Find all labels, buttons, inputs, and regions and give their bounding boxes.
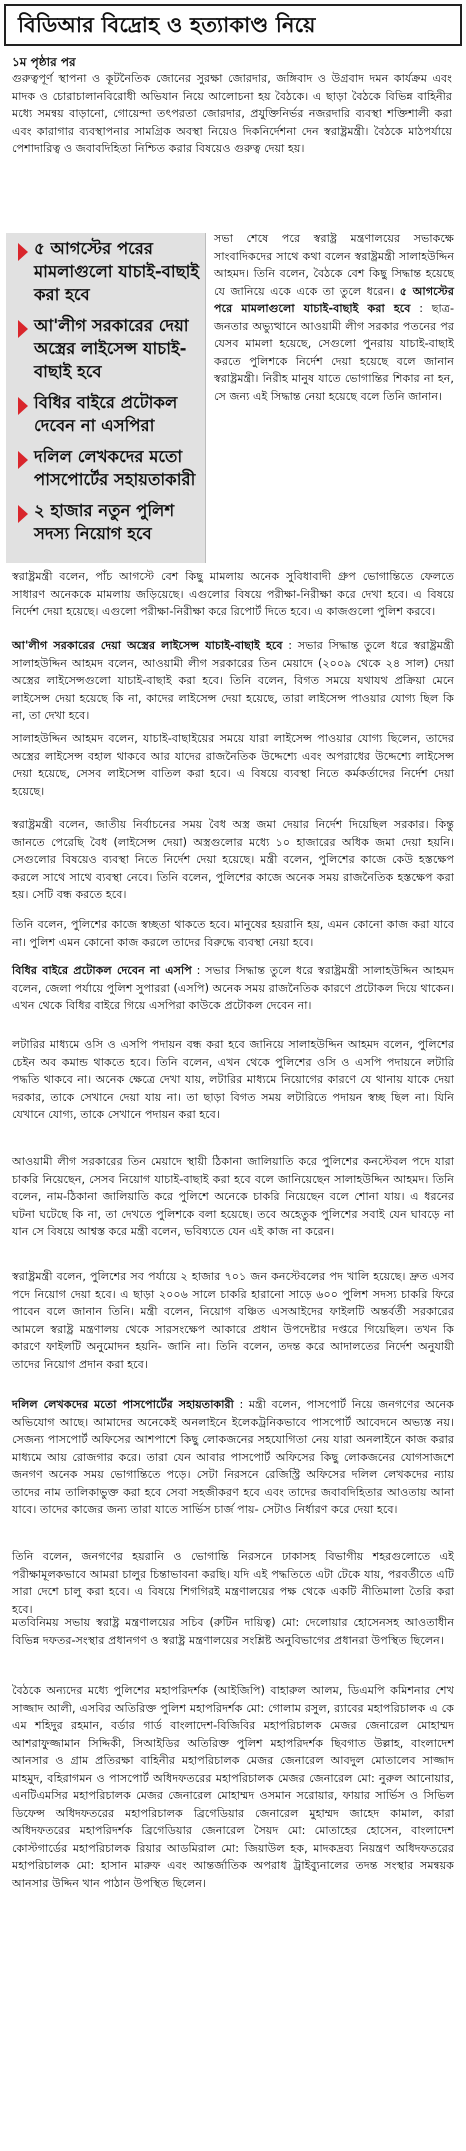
section-2-title: আ'লীগ সরকারের দেয়া অস্ত্রের লাইসেন্স যাচাই-বাছাই হবে	[12, 639, 283, 652]
red-arrow-icon	[18, 397, 28, 415]
section-3	[12, 962, 454, 1015]
section-3-paragraph: স্বরাষ্ট্রমন্ত্রী বলেন, পুলিশের সব পর্যায়ে ২ হাজার ৭০১ জন কনস্টেবলের পদ খালি হয়েছে। দ্রুত এসব পদে নিয়োগ দেয়া হবে। এ ছাড়া ২০০৬ সালে চাকরি হারানো সাড়ে ৬০০ পুলিশ সদস্য চাকরি ফিরে পাবেন বলে জানান তিনি। মন্ত্রী বলেন, নিয়োগ বঞ্চিত এসআইদের ফাইলটি অন্তর্বর্তী সরকারের আমলে স্বরাষ্ট্র মন্ত্রণালয় থেকে সারসংক্ষেপ আকারে প্রধান উপদেষ্টার দপ্তরে গিয়েছিল। তখন কি কারণে ফাইলটি অনুমোদন হয়নি- জানি না। তিনি বলেন, তদন্ত করে আদালতের নির্দেশ অনুযায়ী তাদের নিয়োগ প্রদান করা হবে।	[12, 1270, 454, 1371]
headline: বিডিআর বিদ্রোহ ও হত্যাকাণ্ড নিয়ে	[18, 12, 316, 37]
red-arrow-icon	[18, 243, 28, 261]
section-4	[12, 1396, 454, 1519]
red-arrow-icon	[18, 451, 28, 469]
section-1-title: ৫ আগস্টের পরে মামলাগুলো যাচাই-বাছাই করা হবে	[214, 284, 454, 315]
section-2-paragraph: সালাহউদ্দিন আহমদ বলেন, যাচাই-বাছাইয়ের সময়ে যারা লাইসেন্স পাওয়ার যোগ্য ছিলেন, তাদের অস্ত্রের লাইসেন্স বহাল থাকবে আর যাদের রাজনৈতিক উদ্দেশ্যে এবং অপরাধের উদ্দেশ্যে লাইসেন্স দেয়া হয়েছে, সেসব লাইসেন্স বাতিল করা হবে। এ বিষয়ে ব্যবস্থা নিতে কর্মকর্তাদের নির্দেশ দেয়া হয়েছে।	[12, 732, 454, 798]
section-3-title: বিধির বাইরে প্রটোকল দেবেন না এসপি	[12, 964, 192, 977]
section-2-paragraph: স্বরাষ্ট্রমন্ত্রী বলেন, জাতীয় নির্বাচনের সময় বৈধ অস্ত্র জমা দেয়ার নির্দেশ দিয়েছিল সরকার। কিন্তু জানতে পেরেছি বৈধ (লাইসেন্স দেয়া) অস্ত্রগুলোর মধ্যে ১০ হাজারের অধিক জমা দেয়া হয়নি। সেগুলোর বিষয়েও ব্যবস্থা নিতে নির্দেশ দেয়া হয়েছে। মন্ত্রী বলেন, পুলিশের কাজে কেউ হস্তক্ষেপ করলে সাথে সাথে ব্যবস্থা নেবে। তিনি বলেন, পুলিশের কাজে অনেক সময় রাজনৈতিক হস্তক্ষেপ করা হয়। সেটি বন্ধ করতে হবে।	[12, 818, 454, 901]
section-4-paragraph: মতবিনিময় সভায় স্বরাষ্ট্র মন্ত্রণালয়ের সচিব (রুটিন দায়িত্ব) মো: দেলোয়ার হোসেনসহ আওতাধীন বিভিন্ন দফতর-সংস্থার প্রধানগণ ও স্বরাষ্ট্র মন্ত্রণালয়ের সংশ্লিষ্ট অনুবিভাগের প্রধানরা উপস্থিত ছিলেন।	[12, 1616, 454, 1647]
section-3-paragraph: লটারির মাধ্যমে ওসি ও এসপি পদায়ন বন্ধ করা হবে জানিয়ে সালাহউদ্দিন আহমদ বলেন, পুলিশের চেইন অব কমান্ড থাকতে হবে। তিনি বলেন, এখন থেকে পুলিশের ওসি ও এসপি পদায়নে লটারি পদ্ধতি থাকবে না। অনেক ক্ষেত্রে দেখা যায়, লটারির মাধ্যমে নিয়োগের কারণে যে থানায় যাকে দেয়া দরকার, তাকে সেখানে দেয়া যায় না। তা ছাড়া বিগত সময় লটারিতে পদায়ন স্বচ্ছ ছিল না। যিনি যেখানে যোগ্য, তাকে সেখানে পদায়ন করা হবে।	[12, 1038, 454, 1121]
section-3-text: : সভার সিদ্ধান্ত তুলে ধরে স্বরাষ্ট্রমন্ত্রী সালাহউদ্দিন আহমদ বলেন, জেলা পর্যায়ে পুলিশ সুপাররা (এসপি) অনেক সময় রাজনৈতিক কারণে প্রটোকল দিয়ে থাকেন। এখন থেকে বিধির বাইরে গিয়ে এসপিরা কাউকে প্রটোকল দেবেন না।	[12, 964, 455, 1012]
section-4-paragraph: বৈঠকে অন্যদের মধ্যে পুলিশের মহাপরিদর্শক (আইজিপি) বাহারুল আলম, ডিএমপি কমিশনার শেখ সাজ্জাদ আলী, এসবির অতিরিক্ত পুলিশ মহাপরিদর্শক মো: গোলাম রসুল, র‍্যাবের মহাপরিচালক এ কে এম শহিদুর রহমান, বর্ডার গার্ড বাংলাদেশ-বিজিবির মহাপরিচালক মেজর জেনারেল মোহাম্মদ আশরাফুজ্জামান সিদ্দিকী, সিআইডির অতিরিক্ত পুলিশ মহাপরিদর্শক ছিবগাত উল্লাহ, বাংলাদেশ আনসার ও গ্রাম প্রতিরক্ষা বাহিনীর মহাপরিচালক মেজর জেনারেল আবদুল মোতালেব সাজ্জাদ মাহমুদ, বহিরাগমন ও পাসপোর্ট অধিদফতরের মহাপরিচালক মেজর জেনারেল মো: নুরুল আনোয়ার, এনটিএমসির মহাপরিচালক মেজর জেনারেল মোহাম্মদ ওসমান সরোয়ার, ফায়ার সার্ভিস ও সিভিল ডিফেন্স অধিদফতরের মহাপরিচালক ব্রিগেডিয়ার জেনারেল মুহাম্মদ জাহেদ কামাল, কারা অধিদফতরের মহাপরিদর্শক ব্রিগেডিয়ার জেনারেল সৈয়দ মো: মোতাহের হোসেন, বাংলাদেশ কোস্টগার্ডের মহাপরিচালক রিয়ার আডমিরাল মো: জিয়াউল হক, মাদকদ্রব্য নিয়ন্ত্রণ অধিদফতরের মহাপরিচালক মো: হাসান মারুফ এবং আন্তর্জাতিক অপরাধ ট্রাইব্যুনালের তদন্ত সংস্থার সমন্বয়ক আনসার উদ্দিন খান পাঠান উপস্থিত ছিলেন।	[12, 1684, 454, 1890]
headline-box	[4, 4, 462, 46]
section-1-continued: স্বরাষ্ট্রমন্ত্রী বলেন, পাঁচ আগস্টে বেশ কিছু মামলায় অনেক সুবিধাবাদী গ্রুপ ভোগান্তিতে ফেলতে সাধারণ অনেককে মামলায় জড়িয়েছে। এগুলোর বিষয়ে পরীক্ষা-নিরীক্ষা করে দেখা হবে। এ বিষয়ে নির্দেশ দেয়া হয়েছে। এগুলো পরীক্ষা-নিরীক্ষা করে রিপোর্ট দিতে হবে। এ কাজগুলো পুলিশ করবে।	[12, 570, 454, 618]
sidebar-point	[18, 445, 201, 491]
sidebar-point	[18, 499, 201, 545]
sidebar-point	[18, 314, 201, 383]
highlights-sidebar	[6, 233, 206, 563]
sidebar-point-text: ৫ আগস্টের পরের মামলাগুলো যাচাই-বাছাই করা হবে	[34, 239, 200, 304]
sidebar-point	[18, 391, 201, 437]
red-arrow-icon	[18, 505, 28, 523]
right-column-text	[214, 230, 454, 405]
section-1-text: : ছাত্র-জনতার অভ্যুত্থানে আওয়ামী লীগ সরকার পতনের পর যেসব মামলা হয়েছে, সেগুলো পুনরায় যাচাই-বাছাই করতে পুলিশকে নির্দেশ দেয়া হয়েছে বলে জানান স্বরাষ্ট্রমন্ত্রী। নিরীহ মানুষ যাতে ভোগান্তির শিকার না হন, সে জন্য এই সিদ্ধান্ত নেয়া হয়েছে বলে তিনি জানান।	[214, 302, 455, 403]
section-2-text: : সভার সিদ্ধান্ত তুলে ধরে স্বরাষ্ট্রমন্ত্রী সালাহউদ্দিন আহমদ বলেন, আওয়ামী লীগ সরকারের তিন মেয়াদে (২০০৯ থেকে ২৪ সাল) দেয়া অস্ত্রের লাইসেন্সগুলো যাচাই-বাছাই করা হবে। তিনি বলেন, বিগত সময়ে যথাযথ প্রক্রিয়া মেনে লাইসেন্স দেয়া হয়েছে কি না, কাদের লাইসেন্স দেয়া হয়েছে, তারা লাইসেন্স পাওয়ার যোগ্য ছিল কি না, তা দেখা হবে।	[12, 639, 454, 722]
intro-paragraph: গুরুত্বপূর্ণ স্থাপনা ও কূটনৈতিক জোনের সুরক্ষা জোরদার, জঙ্গিবাদ ও উগ্রবাদ দমন কার্যক্রম এবং মাদক ও চোরাচালানবিরোধী অভিযান নিয়ে আলোচনা হয় বৈঠকে। এ ছাড়া বৈঠকে বিভিন্ন বাহিনীর মধ্যে সমন্বয় বাড়ানো, গোয়েন্দা তৎপরতা জোরদার, প্রযুক্তিনির্ভর নজরদারি ব্যবস্থা শক্তিশালী করা এবং কারাগার ব্যবস্থাপনার সামগ্রিক অবস্থা নিয়েও দিকনির্দেশনা দেন স্বরাষ্ট্রমন্ত্রী। বৈঠকে মাঠপর্যায়ে পেশাদারিত্ব ও জবাবদিহিতা নিশ্চিত করার বিষয়েও গুরুত্ব দেয়া হয়।	[12, 72, 452, 155]
red-arrow-icon	[18, 320, 28, 338]
continued-label: ১ম পৃষ্ঠার পর	[12, 55, 76, 69]
section-2-paragraph: তিনি বলেন, পুলিশের কাজে স্বচ্ছতা থাকতে হবে। মানুষের হয়রানি হয়, এমন কোনো কাজ করা যাবে না। পুলিশ এমন কোনো কাজ করলে তাদের বিরুদ্ধে ব্যবস্থা নেয়া হবে।	[12, 918, 454, 949]
section-4-paragraph: তিনি বলেন, জনগণের হয়রানি ও ভোগান্তি নিরসনে ঢাকাসহ বিভাগীয় শহরগুলোতে এই পরীক্ষামূলকভাবে আমরা চালুর চিন্তাভাবনা করছি। যদি এই পদ্ধতিতে এটা টেকে যায়, পরবর্তীতে এটি সারা দেশে চালু করা হবে। এ বিষয়ে শিগগিরই মন্ত্রণালয়ের পক্ষ থেকে একটি নীতিমালা তৈরি করা হবে।	[12, 1550, 454, 1616]
section-4-text: : মন্ত্রী বলেন, পাসপোর্ট নিয়ে জনগণের অনেক অভিযোগ আছে। আমাদের অনেকেই অনলাইনে ইলেকট্রনিকভাবে পাসপোর্ট আবেদনে অভ্যস্ত নয়। সেজন্য পাসপোর্ট অফিসের আশপাশে কিছু লোকজনের সহযোগিতা নেয় যারা অনলাইনে কাজ করার মাধ্যমে আয় রোজগার করে। তারা যেন আবার পাসপোর্ট অফিসের কিছু লোকজনের যোগসাজশে জনগণ অনেক সময় ভোগান্তিতে পড়ে। সেটা নিরসনে রেজিস্ট্রি অফিসের দলিল লেখকদের ন্যায় তাদের নাম তালিকাভুক্ত করা হবে সেবা সহজীকরণ হবে এবং তাদের জবাবদিহিতার আওতায় আনা যাবে। তাদের কাজের জন্য তারা যাতে সার্ভিস চার্জ পায়- সেটাও নির্ধারণ করে দেয়া হবে।	[12, 1398, 454, 1516]
right-column-intro: সভা শেষে পরে স্বরাষ্ট্র মন্ত্রণালয়ের সভাকক্ষে সাংবাদিকদের সাথে কথা বলেন স্বরাষ্ট্রমন্ত্রী সালাহউদ্দিন আহমদ। তিনি বলেন, বৈঠকে বেশ কিছু সিদ্ধান্ত হয়েছে যে জানিয়ে একে একে তা তুলে ধরেন।	[214, 232, 454, 298]
sidebar-point-text: আ'লীগ সরকারের দেয়া অস্ত্রের লাইসেন্স যাচাই-বাছাই হবে	[34, 316, 189, 381]
section-3-paragraph: আওয়ামী লীগ সরকারের তিন মেয়াদে স্থায়ী ঠিকানা জালিয়াতি করে পুলিশের কনস্টেবল পদে যারা চাকরি নিয়েছেন, সেসব নিয়োগ যাচাই-বাছাই করা হবে বলে জানিয়েছেন সালাহউদ্দিন আহমদ। তিনি বলেন, নাম-ঠিকানা জালিয়াতি করে পুলিশে অনেকে চাকরি নিয়েছেন বলে শোনা যায়। এ ধরনের ঘটনা ঘটেছে কি না, তা দেখতে পুলিশকে বলা হয়েছে। তবে অহেতুক পুলিশের সবাই যেন ঘাবড়ে না যান সে বিষয়ে আশ্বস্ত করে মন্ত্রী বলেন, ভবিষ্যতে যেন এই কাজ না করেন।	[12, 1155, 454, 1238]
sidebar-point	[18, 237, 201, 306]
sidebar-point-text: বিধির বাইরে প্রটোকল দেবেন না এসপিরা	[34, 393, 178, 435]
sidebar-point-text: ২ হাজার নতুন পুলিশ সদস্য নিয়োগ হবে	[34, 501, 175, 543]
section-4-title: দলিল লেখকদের মতো পাসপোর্টের সহায়তাকারী	[12, 1398, 234, 1411]
sidebar-point-text: দলিল লেখকদের মতো পাসপোর্টের সহায়তাকারী	[34, 447, 196, 489]
section-2	[12, 637, 454, 725]
